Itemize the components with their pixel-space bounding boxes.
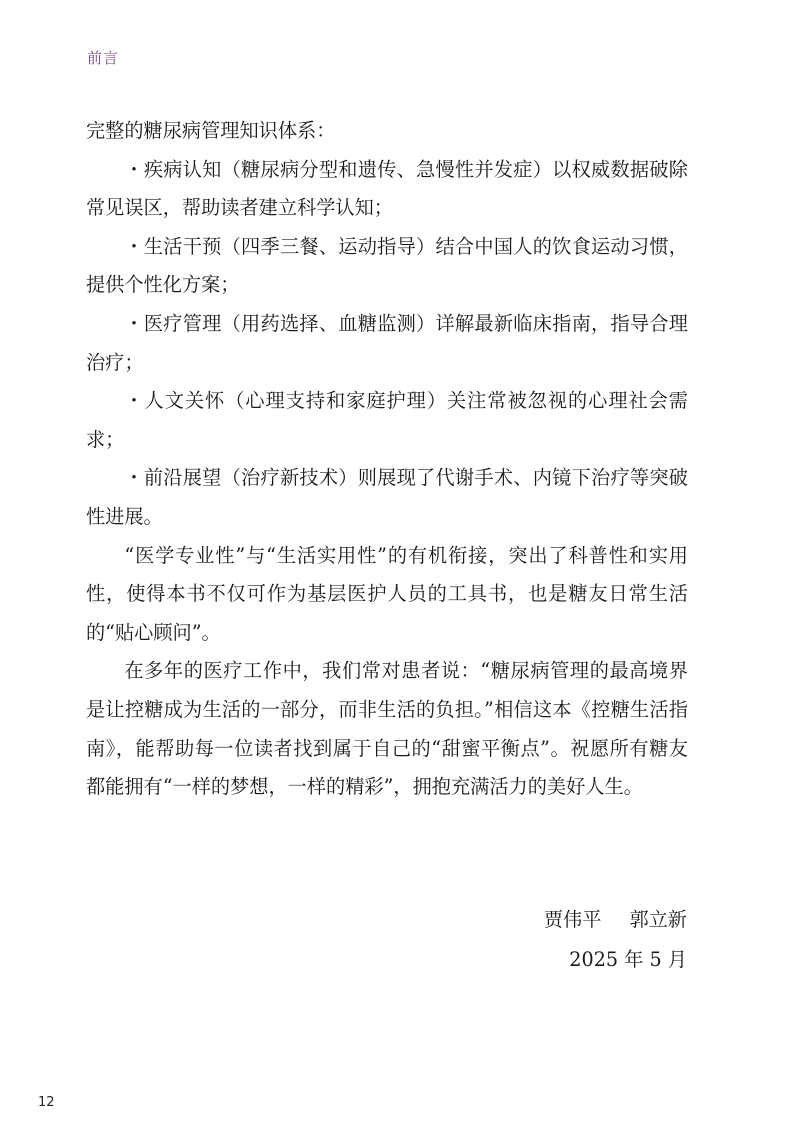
- author-name: 贾伟平: [543, 908, 602, 931]
- signature-block: [544, 900, 687, 980]
- section-header: 前言: [87, 49, 120, 67]
- list-item-disease-knowledge: ・疾病认知（糖尿病分型和遗传、急慢性并发症）以权威数据破除常见误区，帮助读者建立科学认知；: [86, 157, 688, 220]
- signature-date: 2025 年 5 月: [569, 948, 687, 971]
- list-item-medical-management: ・医疗管理（用药选择、血糖监测）详解最新临床指南，指导合理治疗；: [86, 311, 688, 374]
- author-name: 郭立新: [629, 908, 687, 931]
- list-item-humanistic-care: ・人文关怀（心理支持和家庭护理）关注常被忽视的心理社会需求；: [86, 389, 688, 451]
- intro-paragraph: 完整的糖尿病管理知识体系：: [86, 119, 336, 142]
- author-line: [544, 900, 687, 940]
- paragraph-professional-practical: “医学专业性”与“生活实用性”的有机衔接，突出了科普性和实用性，使得本书不仅可作为基层医护人员的工具书，也是糖友日常生活的“贴心顾问”。: [86, 543, 688, 644]
- list-item-frontier-outlook: ・前沿展望（治疗新技术）则展现了代谢手术、内镜下治疗等突破性进展。: [86, 466, 688, 528]
- list-item-lifestyle-intervention: ・生活干预（四季三餐、运动指导）结合中国人的饮食运动习惯，提供个性化方案；: [86, 234, 688, 297]
- paragraph-closing-wishes: 在多年的医疗工作中，我们常对患者说：“糖尿病管理的最高境界是让控糖成为生活的一部分，而非生活的负担。”相信这本《控糖生活指南》，能帮助每一位读者找到属于自己的“甜蜜平衡点”。祝愿所有糖友都能拥有“一样的梦想，一样的精彩”，拥抱充满活力的美好人生。: [86, 659, 688, 799]
- body-text: [86, 112, 688, 807]
- page-number: 12: [38, 1095, 55, 1110]
